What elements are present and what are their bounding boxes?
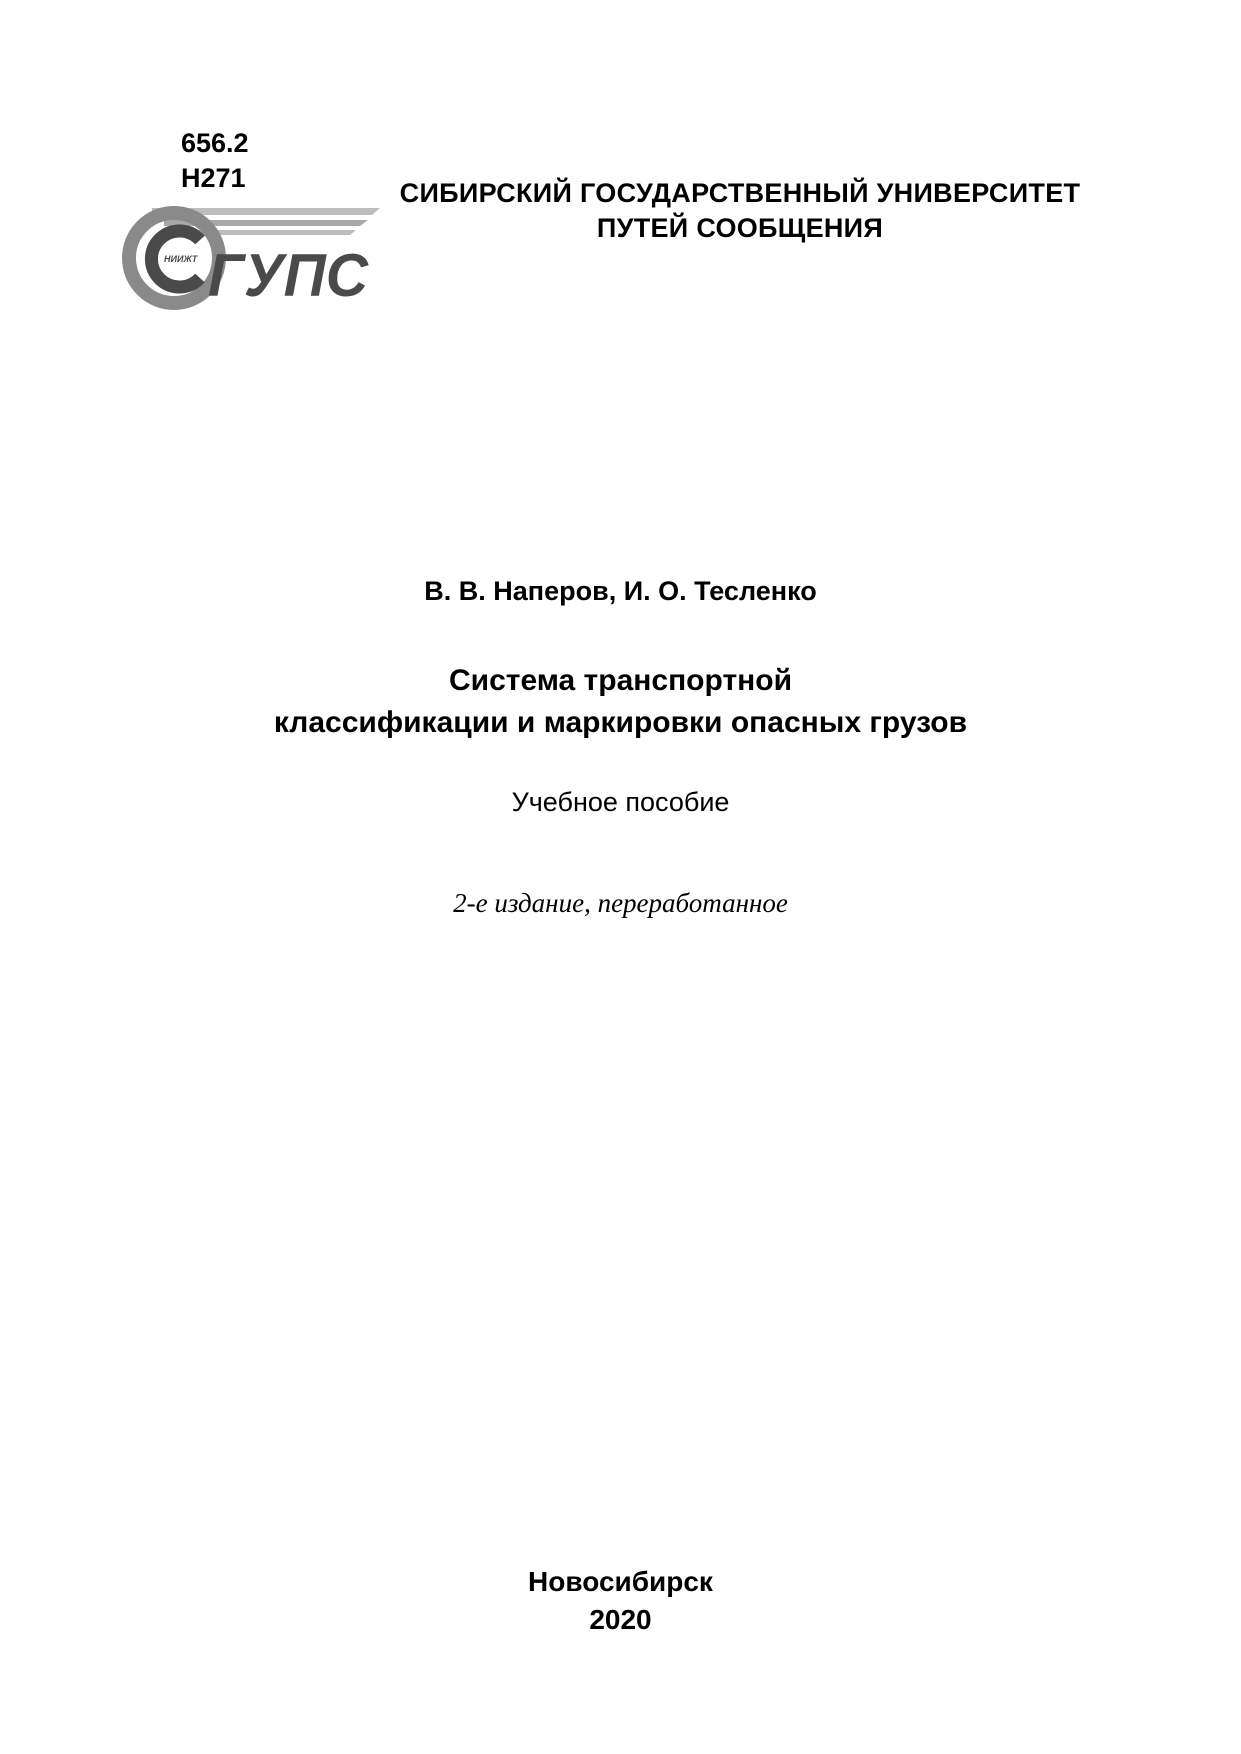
imprint-year: 2020	[589, 1604, 652, 1635]
book-title-line-2: классификации и маркировки опасных грузов	[273, 706, 968, 739]
logo-main-text: ГУПС	[208, 242, 370, 309]
logo-inner-text: НИИЖТ	[164, 254, 198, 264]
author-mark: Н271	[181, 163, 246, 193]
imprint-city: Новосибирск	[528, 1566, 713, 1597]
imprint	[0, 1563, 1241, 1639]
edition-note: 2-е издание, переработанное	[453, 888, 788, 918]
book-title-line-1: Система транспортной	[448, 664, 793, 697]
udc-code: 656.2	[181, 128, 249, 158]
university-name-line-2: ПУТЕЙ СООБЩЕНИЯ	[596, 213, 884, 243]
university-logo	[122, 196, 382, 310]
document-type: Учебное пособие	[511, 787, 730, 817]
book-title	[0, 660, 1241, 744]
classification-codes	[181, 126, 249, 196]
authors: В. В. Наперов, И. О. Тесленко	[424, 576, 817, 606]
university-name	[380, 176, 1100, 246]
university-name-line-1: СИБИРСКИЙ ГОСУДАРСТВЕННЫЙ УНИВЕРСИТЕТ	[399, 178, 1081, 208]
